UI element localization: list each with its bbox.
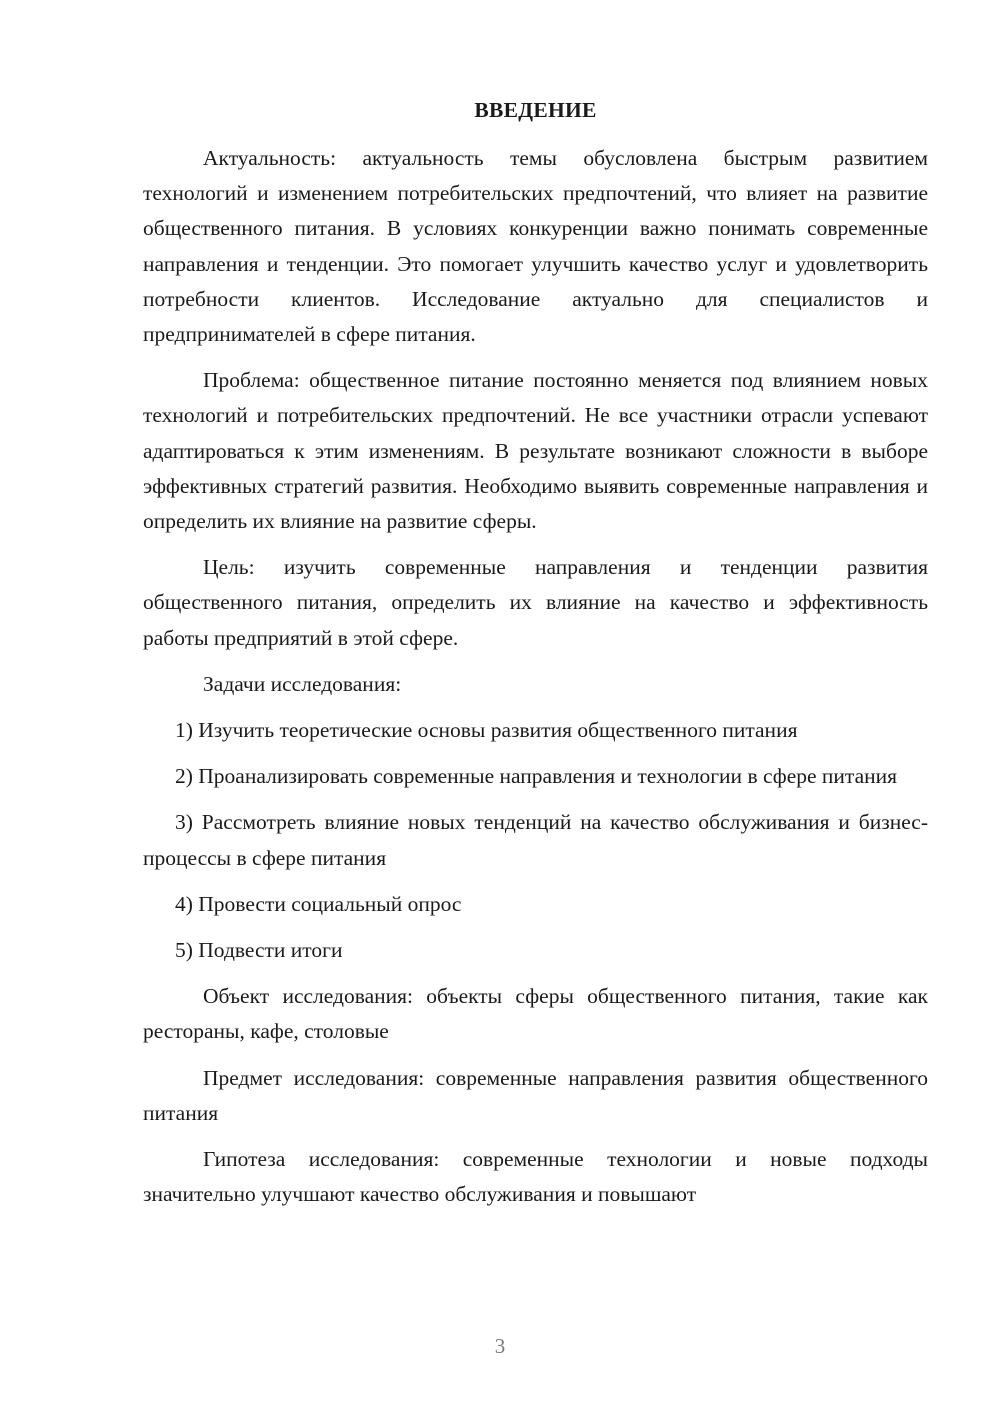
task-item-5: 5) Подвести итоги [175, 938, 343, 963]
page-number: 3 [494, 1334, 506, 1358]
goal-paragraph: Цель: изучить современные направления и тенденции развития общественного питания, определить их влияние на качество и эффективность работы предприятий в этой сфере. [143, 555, 928, 650]
problem-paragraph: Проблема: общественное питание постоянно меняется под влиянием новых технологий и потребительских предпочтений. Не все участники отрасли успевают адаптироваться к этим изменениям. В результате возникают сложности в выборе эффективных стратегий развития. Необходимо выявить современные направления и определить их влияние на развитие сферы. [143, 368, 928, 534]
hypothesis-paragraph: Гипотеза исследования: современные технологии и новые подходы значительно улучшают качество обслуживания и повышают [143, 1147, 928, 1207]
document-page [143, 96, 928, 1223]
task-item-1: 1) Изучить теоретические основы развития общественного питания [175, 718, 798, 743]
task-item-2: 2) Проанализировать современные направления и технологии в сфере питания [175, 764, 898, 789]
task-item-4: 4) Провести социальный опрос [175, 891, 462, 916]
tasks-heading: Задачи исследования: [203, 671, 402, 696]
page-title: ВВЕДЕНИЕ [474, 98, 597, 122]
relevance-paragraph: Актуальность: актуальность темы обусловлена быстрым развитием технологий и изменением потребительских предпочтений, что влияет на развитие общественного питания. В условиях конкуренции важно понимать современные направления и тенденции. Это помогает улучшить качество услуг и удовлетворить потребности клиентов. Исследование актуально для специалистов и предпринимателей в сфере питания. [143, 146, 928, 347]
task-item-3: 3) Рассмотреть влияние новых тенденций на качество обслуживания и бизнес-процессы в сфере питания [143, 810, 928, 870]
subject-paragraph: Предмет исследования: современные направления развития общественного питания [143, 1065, 928, 1125]
object-paragraph: Объект исследования: объекты сферы общественного питания, такие как рестораны, кафе, столовые [143, 984, 928, 1044]
